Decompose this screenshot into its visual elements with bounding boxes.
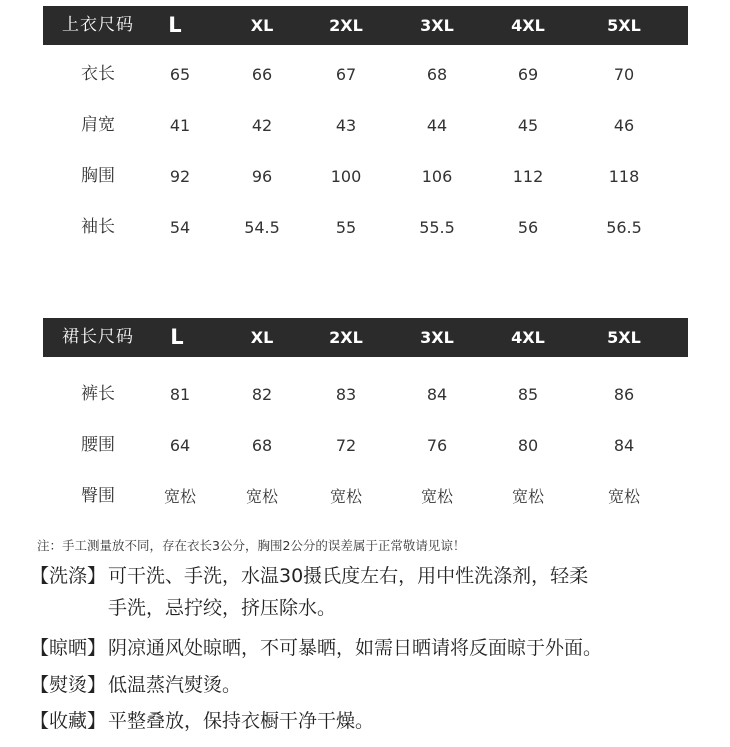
care-washing — [30, 560, 589, 619]
row-label: 臀围 — [81, 486, 115, 506]
care-storage — [30, 705, 374, 737]
cell-value: 86 — [613, 385, 635, 404]
cell-value: 64 — [169, 436, 191, 455]
table-row — [43, 151, 688, 202]
care-tag: 【熨烫】 — [30, 674, 107, 696]
cell-value: 80 — [517, 436, 539, 455]
bottom-table-header — [43, 318, 688, 357]
bottom-size-table — [43, 318, 688, 522]
cell-value: 96 — [251, 167, 273, 186]
cell-value: 宽松 — [607, 487, 640, 506]
table-row — [43, 420, 688, 471]
cell-value: 43 — [335, 116, 357, 135]
cell-value: 83 — [335, 385, 357, 404]
measurement-note: 注：手工测量放不同，存在衣长3公分，胸围2公分的误差属于正常敬请见谅！ — [37, 538, 466, 553]
cell-value: 54.5 — [244, 218, 280, 237]
care-tag: 【晾晒】 — [30, 637, 107, 659]
cell-value: 72 — [335, 436, 357, 455]
cell-value: 45 — [517, 116, 539, 135]
care-text: 阴凉通风处晾晒，不可暴晒，如需日晒请将反面晾于外面。 — [108, 637, 603, 659]
size-header-5xl: 5XL — [607, 328, 641, 347]
care-text: 平整叠放，保持衣橱干净干燥。 — [108, 710, 375, 732]
cell-value: 67 — [335, 65, 357, 84]
cell-value: 65 — [169, 65, 191, 84]
cell-value: 70 — [613, 65, 635, 84]
size-header-3xl: 3XL — [420, 16, 454, 35]
table-row — [43, 49, 688, 100]
size-header-l: L — [168, 13, 182, 37]
cell-value: 44 — [426, 116, 448, 135]
cell-value: 56 — [517, 218, 539, 237]
cell-value: 112 — [512, 167, 544, 186]
cell-value: 100 — [330, 167, 362, 186]
cell-value: 宽松 — [163, 487, 196, 506]
cell-value: 84 — [613, 436, 635, 455]
table-row — [43, 471, 688, 522]
cell-value: 106 — [421, 167, 453, 186]
cell-value: 宽松 — [245, 487, 278, 506]
cell-value: 56.5 — [606, 218, 642, 237]
row-label: 裤长 — [81, 384, 115, 404]
cell-value: 66 — [251, 65, 273, 84]
cell-value: 宽松 — [329, 487, 362, 506]
cell-value: 42 — [251, 116, 273, 135]
cell-value: 54 — [169, 218, 191, 237]
table-row — [43, 369, 688, 420]
cell-value: 55.5 — [419, 218, 455, 237]
size-header-l: L — [170, 325, 184, 349]
cell-value: 41 — [169, 116, 191, 135]
row-label: 腰围 — [81, 435, 115, 455]
cell-value: 68 — [251, 436, 273, 455]
table-row — [43, 100, 688, 151]
cell-value: 69 — [517, 65, 539, 84]
size-header-2xl: 2XL — [329, 16, 363, 35]
care-text: 可干洗、手洗，水温30摄氏度左右，用中性洗涤剂，轻柔 — [108, 565, 589, 587]
cell-value: 92 — [169, 167, 191, 186]
cell-value: 82 — [251, 385, 273, 404]
care-drying — [30, 632, 602, 664]
cell-value: 68 — [426, 65, 448, 84]
size-header-4xl: 4XL — [511, 16, 545, 35]
top-table-title: 上衣尺码 — [62, 15, 134, 35]
size-header-xl: XL — [250, 328, 274, 347]
size-header-2xl: 2XL — [329, 328, 363, 347]
size-header-5xl: 5XL — [607, 16, 641, 35]
row-label: 衣长 — [81, 64, 115, 84]
cell-value: 46 — [613, 116, 635, 135]
cell-value: 宽松 — [420, 487, 453, 506]
row-label: 胸围 — [81, 166, 115, 186]
row-label: 肩宽 — [81, 115, 115, 135]
cell-value: 84 — [426, 385, 448, 404]
care-text: 低温蒸汽熨烫。 — [108, 674, 242, 696]
care-tag: 【收藏】 — [30, 710, 107, 732]
cell-value: 85 — [517, 385, 539, 404]
bottom-table-title: 裙长尺码 — [62, 327, 134, 347]
top-size-table — [43, 6, 688, 253]
row-label: 袖长 — [81, 217, 115, 237]
size-header-xl: XL — [250, 16, 274, 35]
cell-value: 宽松 — [511, 487, 544, 506]
care-text-continued: 手洗，忌拧绞，挤压除水。 — [108, 597, 337, 619]
cell-value: 55 — [335, 218, 357, 237]
cell-value: 76 — [426, 436, 448, 455]
care-ironing — [30, 669, 241, 701]
top-table-header — [43, 6, 688, 45]
care-tag: 【洗涤】 — [30, 565, 107, 587]
cell-value: 81 — [169, 385, 191, 404]
cell-value: 118 — [608, 167, 640, 186]
table-row — [43, 202, 688, 253]
size-header-3xl: 3XL — [420, 328, 454, 347]
size-header-4xl: 4XL — [511, 328, 545, 347]
